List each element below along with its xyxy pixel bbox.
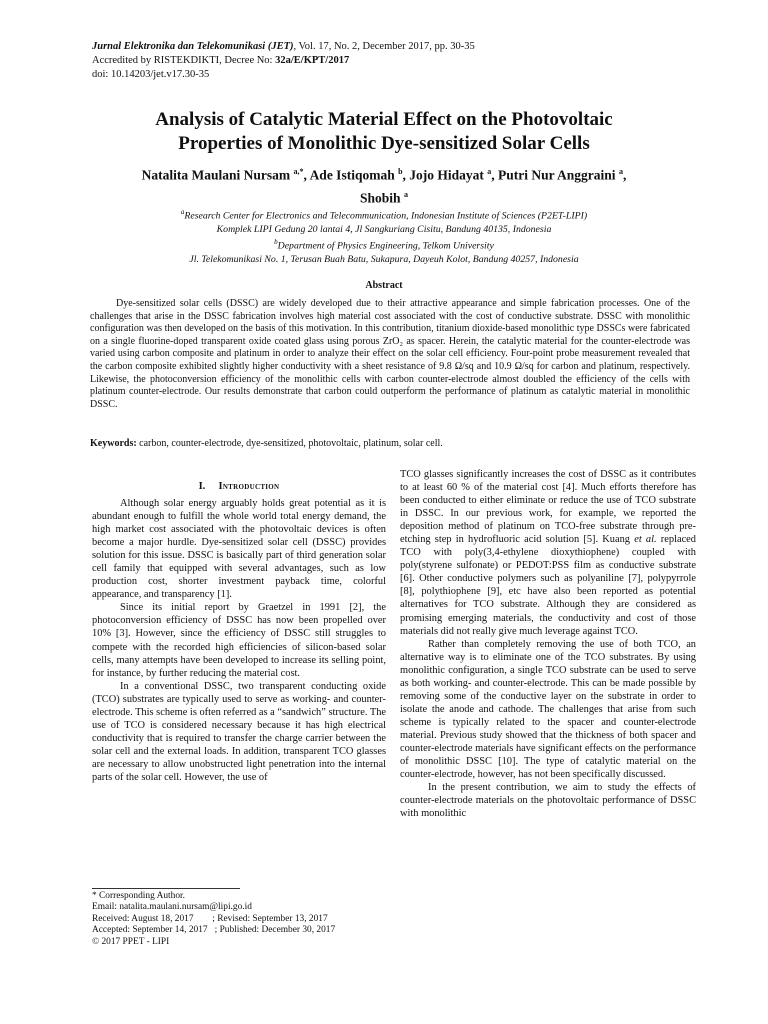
paragraph-part: TCO glasses significantly increases the cost of DSSC as it contributes to at least 60 % of the material cost [4]. Much efforts therefore has been conducted to either eliminate or reduce the use of TCO substrate in DSSC. In our previous work, for example, we reported the deposition method of platinum on TCO-free substrate through pre-etching step in hydrofluoric acid solution [5]. Kuang xyxy=(400,469,696,546)
author-affil: b xyxy=(398,167,403,176)
author-affil: a xyxy=(403,189,408,199)
right-column xyxy=(400,468,696,820)
author-name: Shobih xyxy=(360,190,401,205)
author-affil: a xyxy=(487,167,492,176)
keywords-list: carbon, counter-electrode, dye-sensitized, photovoltaic, platinum, solar cell. xyxy=(136,438,443,449)
footnote-rule xyxy=(92,888,240,889)
paragraph: Rather than completely removing the use of both TCO, an alternative way is to eliminate one of the TCO substrates. By using monolithic configuration, a single TCO substrate can be used to serve as both working- and counter-electrode. This can be made possible by removing some of the conductive layer on the substrate in order to isolate the anode and cathode. The challenges that arise from such scheme is typically related to the spacer and counter-electrode material. Previous study showed that the thickness of both spacer and counter-electrode materials have significant effects on the performance of monolithic DSSC [10]. The type of catalytic material on the counter-electrode, however, has not been specifically discussed. xyxy=(400,638,696,781)
affiliation-b xyxy=(60,236,708,253)
abstract-heading: Abstract xyxy=(365,280,403,291)
author-sep: , xyxy=(402,167,410,183)
author-sep: , xyxy=(303,167,310,183)
affil-b-line-2: Jl. Telekomunikasi No. 1, Terusan Buah Batu, Sukapura, Dayeuh Kolot, Bandung 40257, Indonesia xyxy=(189,254,579,266)
affil-marker: a xyxy=(180,208,185,216)
title-line-1: Analysis of Catalytic Material Effect on the Photovoltaic xyxy=(155,109,613,130)
paragraph: Since its initial report by Graetzel in 1991 [2], the photoconversion efficiency of DSSC has now been propelled over 10% [3]. However, since the efficiency of DSSC still struggles to compete with the recorded high efficiencies of silicon-based solar cells, many attempts have been developed to increase its selling point, for instance, by further reducing the material cost. xyxy=(92,602,386,679)
author-line-2 xyxy=(80,185,688,208)
paragraph xyxy=(400,468,696,638)
author-affil: a,* xyxy=(293,167,304,176)
affiliations xyxy=(60,206,708,267)
affil-marker: b xyxy=(274,238,278,247)
header-line-2 xyxy=(92,54,692,68)
doi: doi: 10.14203/jet.v17.30-35 xyxy=(92,69,210,80)
section-heading xyxy=(92,481,386,492)
affil-a-line-1: Research Center for Electronics and Telecommunication, Indonesian Institute of Sciences (P2ET-LIPI) xyxy=(184,210,588,222)
affil-b-line-1: Department of Physics Engineering, Telkom University xyxy=(277,240,494,252)
title-line-2: Properties of Monolithic Dye-sensitized Solar Cells xyxy=(178,133,590,154)
left-column xyxy=(92,497,386,784)
author-name: Ade Istiqomah xyxy=(309,167,395,183)
abstract-text: Dye-sensitized solar cells (DSSC) are widely developed due to their attractive appearance and simple fabrication processes. One of the challenges that arise in the DSSC fabrication involves high material cost associated with the cost of conductive substrate. DSSC with monolithic configuration was then developed on the basis of this motivation. In this contribution, titanium dioxide-based monolithic type DSSCs were fabricated on a single fluorine-doped transparent oxide coated glass using porous ZrO₂ as spacer. Herein, the catalytic material for the counter-electrode was varied using carbon composite and platinum in order to analyze their effect on the solar cell efficiency. Four-point probe measurement revealed that the carbon composite exhibited slightly higher conductivity with a sheet resistance of 9.8 Ω/sq and 10.9 Ω/sq for carbon and platinum, respectively. Likewise, the photoconversion efficiency of the monolithic cells with carbon counter-electrode almost doubled the efficiency of the cells with platinum counter-electrode. Our results demonstrate that carbon could outperform the performance of platinum as catalytic material in monolithic DSSC. xyxy=(90,298,690,410)
paper-title xyxy=(60,108,708,156)
footnote xyxy=(92,888,392,948)
paragraph: In a conventional DSSC, two transparent conducting oxide (TCO) substrates are typically used to serve as working- and counter-electrode. This scheme is often referred as a “sandwich” structure. The use of TCO is considered necessary because it has high electrical conductivity that is required to transfer the charge carrier between the solar cell and the external loads. In addition, transparent TCO glasses are necessary to allow unobstructed light penetration into the internal parts of the solar cell. However, the use of xyxy=(92,680,386,783)
header-line-1 xyxy=(92,40,692,54)
author-name: Putri Nur Anggraini xyxy=(498,167,616,183)
journal-header xyxy=(92,40,692,82)
corresponding-author: * Corresponding Author. xyxy=(92,891,185,901)
decree-number: 32a/E/KPT/2017 xyxy=(275,55,350,66)
paragraph: In the present contribution, we aim to study the effects of counter-electrode materials on the photovoltaic performance of DSSC with monolithic xyxy=(400,782,696,820)
author-affil: a xyxy=(618,167,623,176)
keywords xyxy=(90,437,690,450)
affil-a-line-2: Komplek LIPI Gedung 20 lantai 4, Jl Sangkuriang Cisitu, Bandung 40135, Indonesia xyxy=(216,223,552,235)
author-sep: , xyxy=(622,167,627,183)
author-name: Natalita Maulani Nursam xyxy=(141,167,291,183)
author-sep: , xyxy=(491,167,499,183)
author-list xyxy=(80,162,688,207)
accepted-dates: Accepted: September 14, 2017 ; Published: December 30, 2017 xyxy=(92,925,336,936)
journal-name: Jurnal Elektronika dan Telekomunikasi (JET) xyxy=(92,41,294,52)
copyright: © 2017 PPET - LIPI xyxy=(92,936,170,947)
author-name: Jojo Hidayat xyxy=(409,167,484,183)
keywords-label: Keywords: xyxy=(90,438,137,449)
journal-volume: , Vol. 17, No. 2, December 2017, pp. 30-35 xyxy=(293,41,475,52)
paragraph-part: replaced TCO with poly(3,4-ethylene dioxythiophene) coupled with poly(styrene sulfonate) or PEDOT:PSS film as conductive substrate [6]. Other conductive polymers such as polyaniline [7], polypyrrole [8], polythiophene [9], etc have also been reported as potential alternatives for TCO substrate. Although they are considered as promising emerging materials, the conductivity and cost of those materials did not really give much leverage against TCO. xyxy=(400,534,696,637)
author-email: Email: natalita.maulani.nursam@lipi.go.id xyxy=(92,902,252,913)
section-number: I. xyxy=(198,481,206,492)
paragraph: Although solar energy arguably holds great potential as it is abundant enough to fulfill the whole world total energy demand, the high market cost associated with the photovoltaic devices is often become a major hurdle. Dye-sensitized solar cell (DSSC) provides solution for this issue. DSSC is basically part of third generation solar cell family that equipped with several advantages, such as low production cost, shorter investment payback time, colorful appearance, and transparency [1]. xyxy=(92,498,386,601)
section-title: Introduction xyxy=(218,481,280,492)
author-line-1 xyxy=(80,162,688,185)
received-dates: Received: August 18, 2017 ; Revised: September 13, 2017 xyxy=(92,913,328,924)
et-al: et al. xyxy=(634,534,657,546)
affiliation-a xyxy=(60,206,708,223)
accreditation: Accredited by RISTEKDIKTI, Decree No: xyxy=(92,55,276,66)
